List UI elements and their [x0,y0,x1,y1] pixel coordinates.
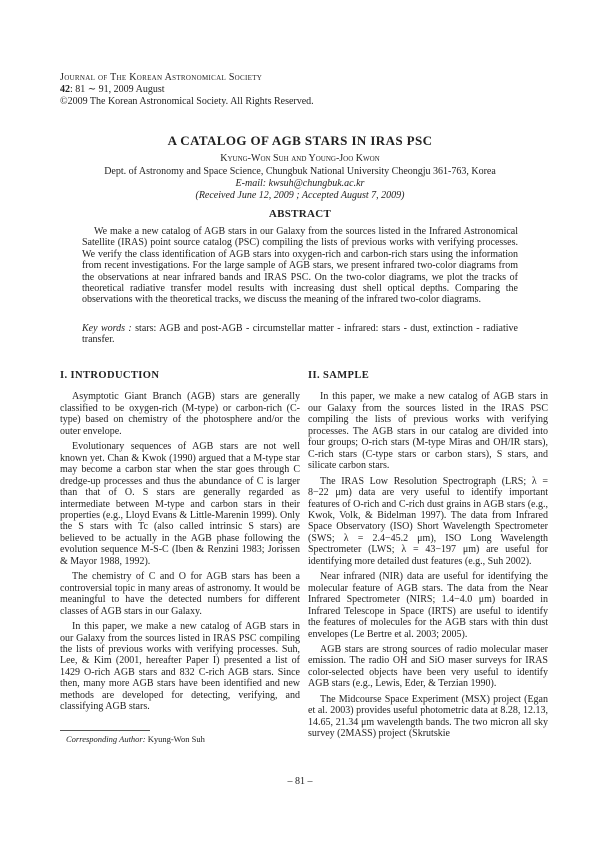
paragraph: Asymptotic Giant Branch (AGB) stars are generally classified to be oxygen-rich (M-type) or carbon-rich (C-type) based on chemistry of the photosphere and/or the outer envelope. [60,391,300,437]
paragraph: Evolutionary sequences of AGB stars are not well known yet. Chan & Kwok (1990) argued that a M-type star may become a carbon star when the star goes through C dredge-up processes and thus the abundance of C is larger than that of O. S stars are generally regarded as intermediate between M-type and carbon stars in their properties (e.g., Lloyd Evans & Little-Marenin 1999). Only the S stars with Tc (also called intrinsic S stars) are believed to be actually in the AGB phase following the evolution sequence M-S-C (Iben & Renzini 1983; Jorissen & Mayor 1988, 1992). [60,441,300,567]
paragraph: In this paper, we make a new catalog of AGB stars in our Galaxy from the sources listed in IRAS PSC compiling the lists of previous works with verifying processes. Suh, Lee, & Kim (2001, hereafter Paper I) presented a list of 1429 O-rich AGB stars and 832 C-rich AGB stars. Since then, many more AGB stars have been identified and new methods are developed for detecting, verifying, and classifying AGB stars. [60,621,300,713]
authors: Kyung-Won Suh and Young-Joo Kwon [220,153,380,164]
left-column [60,370,300,717]
affiliation-block [0,166,600,202]
paragraph: AGB stars are strong sources of radio molecular maser emission. The radio OH and SiO maser surveys for IRAS color-selected objects have been very useful to identify AGB stars (e.g., Lewis, Eder, & Terzian 1990). [308,643,548,690]
section-heading-introduction: I. INTRODUCTION [60,370,160,381]
copyright-line: ©2009 The Korean Astronomical Society. All Rights Reserved. [60,96,314,107]
affiliation: Dept. of Astronomy and Space Science, Chungbuk National University Cheongju 361-763, Korea [104,166,496,177]
footnote-divider [60,730,150,731]
email: E-mail: kwsuh@chungbuk.ac.kr [235,178,365,189]
journal-header [60,72,314,108]
volume-number: 42 [60,84,70,95]
paragraph: The chemistry of C and O for AGB stars has been a controversial topic in many areas of astronomy. It would be meaningful to have the detected numbers for different classes of AGB stars in our Galaxy. [60,571,300,617]
section-heading-sample: II. SAMPLE [308,370,370,381]
abstract-heading: ABSTRACT [268,208,332,220]
page-number: – 81 – [287,776,313,787]
volume-line [60,84,314,96]
keywords [82,323,518,346]
paragraph: In this paper, we make a new catalog of AGB stars in our Galaxy from the sources listed in the IRAS PSC compiling the lists of previous works with verifying processes. The AGB stars in our catalog are divided into four groups; O-rich stars (M-type Miras and OH/IR stars), C-rich stars (C-type stars or carbon stars), S stars, and silicate carbon stars. [308,391,548,472]
paragraph: Near infrared (NIR) data are useful for identifying the molecular feature of AGB stars. The data from the Near Infrared Spectrometer (NIRS; 1.4−4.0 μm) boarded in Infrared Telescope in Space (IRTS) are useful to identify the features of molecules for the AGB stars with thin dust envelopes (Le Bertre et al. 2003; 2005). [308,571,548,640]
page-range: : 81 ∼ 91, 2009 August [70,84,165,95]
paragraph: The IRAS Low Resolution Spectrograph (LRS; λ = 8−22 μm) data are very useful to identify important features of O-rich and C-rich dust grains in AGB stars (e.g., Kwok, Volk, & Bidelman 1997). The data from Infrared Space Observatory (ISO) Short Wavelength Spectrometer (SWS; λ = 2.4−45.2 μm), ISO Long Wavelength Spectrometer (LWS; λ = 43−197 μm) are useful for identifying more detailed dust features (e.g., Suh 2002). [308,475,548,567]
footnote-label: Corresponding Author: [66,734,146,744]
footnote [66,734,205,744]
paragraph: The Midcourse Space Experiment (MSX) project (Egan et al. 2003) provides useful photometric data at 8.28, 12.13, 14.65, 21.34 μm wavelength bands. The two micron all sky survey (2MASS) project (Skrutskie [308,693,548,740]
right-column [308,370,548,744]
received-dates: (Received June 12, 2009 ; Accepted August 7, 2009) [195,190,405,201]
journal-name: Journal of The Korean Astronomical Society [60,72,263,83]
keywords-list: stars: AGB and post-AGB - circumstellar matter - infrared: stars - dust, extinction - radiative transfer. [82,323,518,346]
paper-title: A CATALOG OF AGB STARS IN IRAS PSC [167,133,433,148]
abstract-text: We make a new catalog of AGB stars in our Galaxy from the sources listed in the Infrared Astronomical Satellite (IRAS) point source catalog (PSC) compiling the lists of previous works with verifying processes. We verify the class identification of AGB stars into oxygen-rich and carbon-rich stars using the information from recent investigations. For the large sample of AGB stars, we present infrared two-color diagrams from the observations at near infrared bands and IRAS PSC. On the two-color diagrams, we plot the tracks of theoretical radiative transfer model results with increasing dust shell optical depths. Comparing the observations with the theoretical tracks, we discuss the meaning of the infrared two-color diagrams. [82,226,518,306]
keywords-label: Key words : [82,323,132,334]
footnote-name: Kyung-Won Suh [145,734,205,744]
